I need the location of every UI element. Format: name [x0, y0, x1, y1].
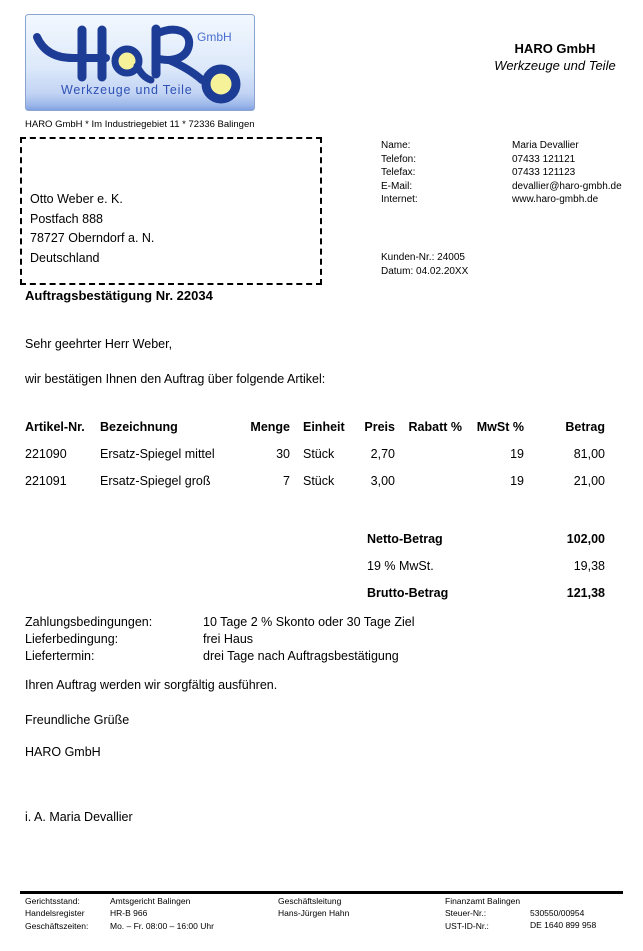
- terms-label: Lieferbedingung:: [25, 632, 119, 646]
- col-header-mwst: MwSt %: [476, 420, 524, 434]
- contact-row: [381, 166, 622, 180]
- terms-label: Liefertermin:: [25, 649, 95, 663]
- item-row: [25, 461, 605, 488]
- contact-row: [381, 180, 622, 194]
- footer-label: UST-ID-Nr.:: [445, 920, 489, 931]
- contact-label: Name:: [381, 140, 411, 151]
- item-mwst: 19: [510, 474, 524, 488]
- footer-label: Handelsregister: [25, 908, 85, 919]
- col-header-artikel-nr: Artikel-Nr.: [25, 420, 85, 434]
- recipient-name: Otto Weber e. K.: [30, 192, 123, 206]
- footer-label: Geschäftszeiten:: [25, 920, 89, 931]
- item-betrag: 21,00: [573, 474, 605, 488]
- contact-label: Internet:: [381, 194, 418, 205]
- contact-value: Maria Devallier: [512, 140, 579, 151]
- item-artikel-nr: 221090: [25, 447, 67, 461]
- footer-value: 530550/00954: [530, 908, 585, 918]
- item-betrag: 81,00: [573, 447, 605, 461]
- item-einheit: Stück: [303, 474, 335, 488]
- contact-label: Telefon:: [381, 153, 417, 165]
- footer-col3-values: [530, 907, 596, 932]
- signature-line: i. A. Maria Devallier: [25, 810, 133, 824]
- contact-value: devallier@haro-gmbh.de: [512, 180, 622, 192]
- haro-logo-icon: [25, 14, 255, 111]
- recipient-city: 78727 Oberndorf a. N.: [30, 231, 155, 245]
- total-mwst-row: [367, 546, 605, 573]
- logo-tagline: Werkzeuge und Teile: [61, 83, 193, 97]
- recipient-pobox: Postfach 888: [30, 211, 103, 226]
- company-logo: [25, 14, 255, 111]
- letterhead-right: [455, 40, 643, 74]
- item-row: [25, 434, 605, 461]
- col-header-bezeichnung: Bezeichnung: [100, 420, 178, 434]
- terms-row: [25, 648, 415, 665]
- subject-line: Auftragsbestätigung Nr. 22034: [25, 288, 213, 303]
- footer-value: Mo. – Fr. 08:00 – 16:00 Uhr: [110, 920, 214, 931]
- regards-text: Freundliche Grüße: [25, 713, 130, 727]
- footer-col1-values: [110, 895, 214, 932]
- item-preis: 3,00: [370, 474, 395, 488]
- col-header-preis: Preis: [364, 420, 395, 434]
- contact-value: www.haro-gmbh.de: [512, 194, 599, 205]
- items-table: [25, 410, 605, 488]
- total-value: 19,38: [573, 559, 605, 573]
- item-preis: 2,70: [370, 447, 395, 461]
- recipient-address-box: [20, 137, 322, 285]
- terms-value: 10 Tage 2 % Skonto oder 30 Tage Ziel: [203, 615, 415, 629]
- total-label: 19 % MwSt.: [367, 559, 434, 573]
- total-value: 102,00: [566, 532, 605, 546]
- total-label: Brutto-Betrag: [367, 586, 449, 600]
- contact-value: 07433 121121: [512, 153, 576, 165]
- logo-gmbh-label: GmbH: [197, 30, 232, 44]
- terms-row: [25, 631, 415, 648]
- contact-value: 07433 121123: [512, 167, 576, 178]
- item-rabatt: [395, 434, 462, 461]
- intro-text: wir bestätigen Ihnen den Auftrag über folgende Artikel:: [25, 372, 326, 386]
- item-bezeichnung: Ersatz-Spiegel groß: [100, 474, 211, 488]
- order-meta: [381, 251, 468, 278]
- col-header-rabatt: Rabatt %: [408, 420, 462, 434]
- recipient-country: Deutschland: [30, 250, 100, 265]
- footer-value: HR-B 966: [110, 908, 148, 919]
- footer-value: DE 1640 899 958: [530, 920, 597, 931]
- totals-block: [367, 519, 605, 600]
- total-value: 121,38: [566, 586, 605, 600]
- footer-management-name: Hans-Jürgen Hahn: [278, 908, 350, 919]
- company-tagline: Werkzeuge und Teile: [494, 58, 616, 73]
- terms-block: [25, 614, 415, 665]
- item-artikel-nr: 221091: [25, 474, 67, 488]
- footer-divider: [20, 891, 623, 894]
- contact-row: [381, 153, 622, 167]
- col-header-menge: Menge: [250, 420, 290, 434]
- footer-value: Amtsgericht Balingen: [110, 896, 191, 906]
- document-date: Datum: 04.02.20XX: [381, 265, 469, 277]
- terms-value: drei Tage nach Auftragsbestätigung: [203, 649, 399, 663]
- terms-value: frei Haus: [203, 632, 254, 646]
- customer-number: Kunden-Nr.: 24005: [381, 252, 465, 263]
- contact-label: Telefax:: [381, 167, 416, 178]
- contact-row: [381, 139, 622, 153]
- company-name: HARO GmbH: [514, 41, 596, 56]
- sender-line: HARO GmbH * Im Industriegebiet 11 * 72336 Balingen: [25, 119, 255, 130]
- footer-management-title: Geschäftsleitung: [278, 896, 342, 906]
- items-header-row: [25, 410, 605, 434]
- footer-col1-labels: [25, 895, 88, 932]
- total-netto-row: [367, 519, 605, 546]
- footer-management: [278, 895, 349, 920]
- terms-row: [25, 614, 415, 631]
- terms-label: Zahlungsbedingungen:: [25, 615, 153, 629]
- total-brutto-row: [367, 573, 605, 600]
- item-menge: 30: [276, 447, 290, 461]
- contact-row: [381, 193, 622, 207]
- salutation: Sehr geehrter Herr Weber,: [25, 337, 173, 351]
- footer-label: Gerichtsstand:: [25, 896, 80, 906]
- contact-label: E-Mail:: [381, 180, 413, 192]
- item-bezeichnung: Ersatz-Spiegel mittel: [100, 447, 215, 461]
- item-mwst: 19: [510, 447, 524, 461]
- assurance-text: Ihren Auftrag werden wir sorgfältig ausführen.: [25, 678, 278, 692]
- item-einheit: Stück: [303, 447, 335, 461]
- footer-label: Steuer-Nr.:: [445, 908, 487, 919]
- item-menge: 7: [283, 474, 290, 488]
- col-header-einheit: Einheit: [303, 420, 345, 434]
- col-header-betrag: Betrag: [565, 420, 605, 434]
- contact-block: [381, 139, 622, 207]
- total-label: Netto-Betrag: [367, 532, 443, 546]
- closing-company: HARO GmbH: [25, 745, 101, 759]
- footer-col3-labels: [445, 895, 520, 932]
- footer-tax-office: Finanzamt Balingen: [445, 896, 521, 906]
- item-rabatt: [395, 461, 462, 488]
